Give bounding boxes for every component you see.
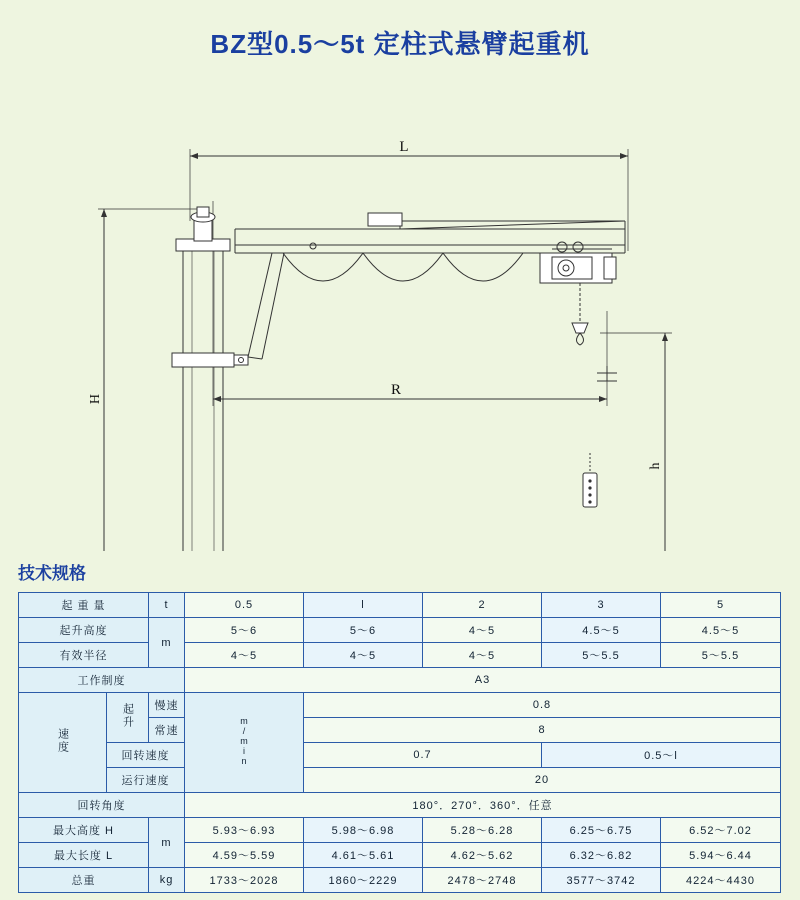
cell: 4.59～5.59 xyxy=(185,843,304,868)
cell: 3 xyxy=(542,593,661,618)
cell: 4.61～5.61 xyxy=(304,843,423,868)
row-label: 起升高度 xyxy=(19,618,149,643)
cell: 8 xyxy=(304,718,781,743)
cell: 6.32～6.82 xyxy=(542,843,661,868)
table-row xyxy=(19,693,781,718)
cell: 5.98～6.98 xyxy=(304,818,423,843)
cell: 0.5 xyxy=(185,593,304,618)
cell: 5 xyxy=(661,593,781,618)
cell: 4～5 xyxy=(185,643,304,668)
row-label: 回转角度 xyxy=(19,793,185,818)
table-row xyxy=(19,593,781,618)
cell: 6.52～7.02 xyxy=(661,818,781,843)
cell: 5.94～6.44 xyxy=(661,843,781,868)
table-row xyxy=(19,618,781,643)
cell: 5.93～6.93 xyxy=(185,818,304,843)
label-height: H xyxy=(88,393,103,405)
cell: 5.28～6.28 xyxy=(423,818,542,843)
table-row xyxy=(19,793,781,818)
row-label: 有效半径 xyxy=(19,643,149,668)
table-row xyxy=(19,768,781,793)
table-row xyxy=(19,868,781,893)
table-row xyxy=(19,668,781,693)
cell: 4～5 xyxy=(304,643,423,668)
row-unit: t xyxy=(149,593,185,618)
row-label: 常速 xyxy=(149,718,185,743)
cell: 3577～3742 xyxy=(542,868,661,893)
label-lift-height: h xyxy=(648,462,663,470)
cell: 5～5.5 xyxy=(542,643,661,668)
row-label: 最大高度 H xyxy=(19,818,149,843)
table-row xyxy=(19,818,781,843)
row-unit: m xyxy=(149,618,185,668)
cell: 4.5～5 xyxy=(542,618,661,643)
cell: 0.7 xyxy=(304,743,542,768)
specification-table xyxy=(18,592,781,893)
table-row xyxy=(19,743,781,768)
cell: 4～5 xyxy=(423,618,542,643)
cell: 180°．270°．360°．任意 xyxy=(185,793,781,818)
cell: 1860～2229 xyxy=(304,868,423,893)
row-unit: m/min xyxy=(185,693,304,793)
cell: 20 xyxy=(304,768,781,793)
row-label: 回转速度 xyxy=(107,743,185,768)
cell: 4.5～5 xyxy=(661,618,781,643)
row-label: 最大长度 L xyxy=(19,843,149,868)
crane-diagram xyxy=(0,61,800,551)
cell: 2478～2748 xyxy=(423,868,542,893)
cell: 0.8 xyxy=(304,693,781,718)
cell: 2 xyxy=(423,593,542,618)
spec-section-title: 技术规格 xyxy=(18,564,86,583)
cell: 6.25～6.75 xyxy=(542,818,661,843)
row-label: 慢速 xyxy=(149,693,185,718)
label-radius: R xyxy=(390,382,402,398)
cell: 1733～2028 xyxy=(185,868,304,893)
cell: 4224～4430 xyxy=(661,868,781,893)
cell: 5～6 xyxy=(185,618,304,643)
cell: 0.5～l xyxy=(542,743,781,768)
cell: 4～5 xyxy=(423,643,542,668)
cell: A3 xyxy=(185,668,781,693)
cell: 4.62～5.62 xyxy=(423,843,542,868)
table-row xyxy=(19,643,781,668)
group-lift: 起升 xyxy=(107,693,149,743)
row-unit: m xyxy=(149,818,185,868)
row-label: 总重 xyxy=(19,868,149,893)
row-unit: kg xyxy=(149,868,185,893)
row-label: 起 重 量 xyxy=(19,593,149,618)
table-row xyxy=(19,843,781,868)
cell: 5～6 xyxy=(304,618,423,643)
row-label: 运行速度 xyxy=(107,768,185,793)
cell: l xyxy=(304,593,423,618)
page-title: BZ型0.5～5t 定柱式悬臂起重机 xyxy=(210,29,590,59)
cell: 5～5.5 xyxy=(661,643,781,668)
label-span: L xyxy=(399,139,409,155)
group-speed: 速度 xyxy=(19,693,107,793)
row-label: 工作制度 xyxy=(19,668,185,693)
